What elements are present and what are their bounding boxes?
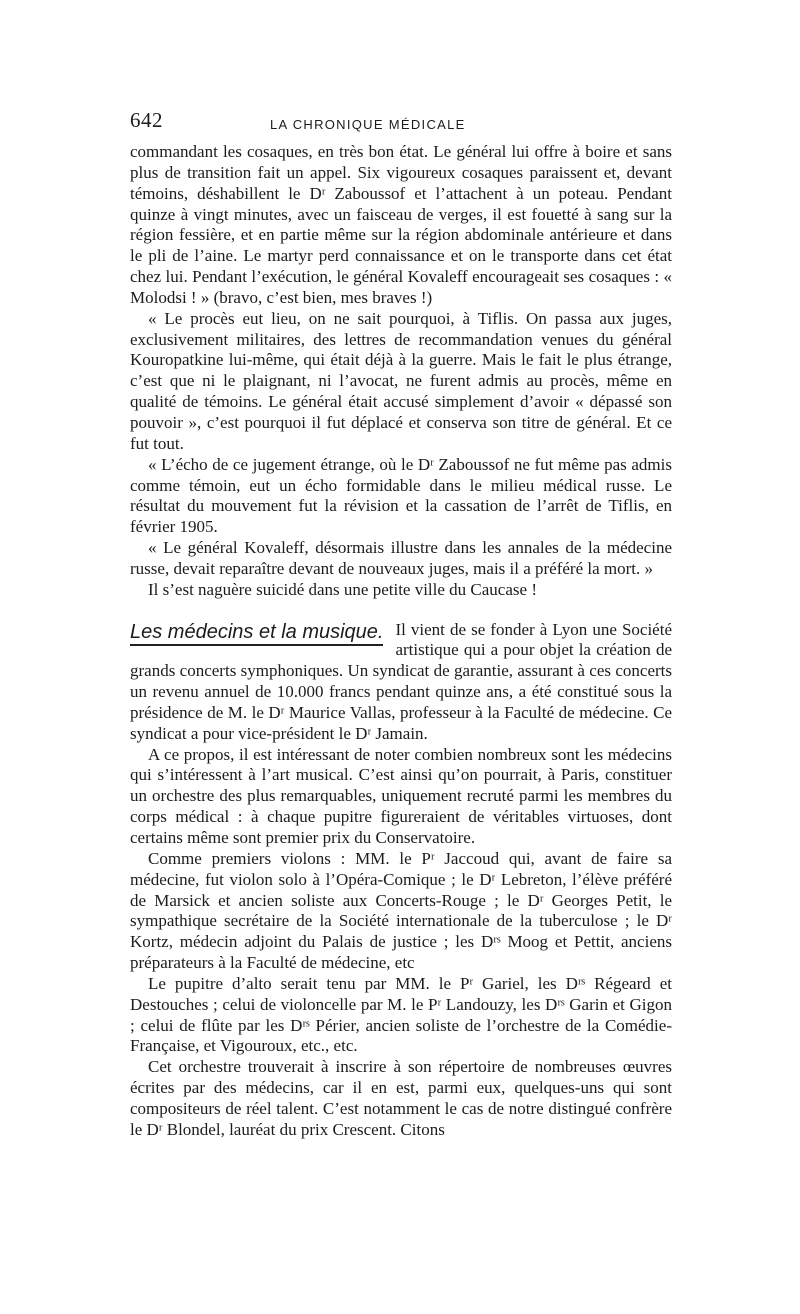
paragraph-kovaleff: « Le général Kovaleff, désormais illustre dans les annales de la médecine russe, devait reparaître devant de nouveaux juges, mais il a préféré la mort. » bbox=[130, 538, 672, 578]
paragraph-alto: Le pupitre d’alto serait tenu par MM. le Pʳ Gariel, les Dʳˢ Régeard et Destouches ; celui de violoncelle par M. le Pʳ Landouzy, les Dʳˢ Garin et Gigon ; celui de flûte par les Dʳˢ Périer, ancien soliste de l’orchestre de la Comédie-Française, et Vigouroux, etc., etc. bbox=[130, 973, 672, 1056]
section-intro: Il vient de se fonder à Lyon une Société artistique qui a pour objet la création de grands concerts symphoniques. Un syndicat de garantie, assurant à ces concerts un revenu annuel de 10.000 francs pendant quinze ans, a été constitué sous la présidence de M. le Dʳ Maurice Vallas, professeur à la Faculté de médecine. Ce syndicat a pour vice-président le Dʳ Jamain. bbox=[130, 619, 672, 743]
paragraph-violons: Comme premiers violons : MM. le Pʳ Jaccoud qui, avant de faire sa médecine, fut violon solo à l’Opéra-Comique ; le Dʳ Lebreton, l’élève préféré de Marsick et ancien soliste aux Concerts-Rouge ; le Dʳ Georges Petit, le sympathique secrétaire de la Société internationale de la tuberculose ; le Dʳ Kortz, médecin adjoint du Palais de justice ; les Dʳˢ Moog et Pettit, anciens préparateurs à la Faculté de médecine, etc bbox=[130, 848, 672, 973]
page-header bbox=[130, 108, 672, 136]
page bbox=[130, 108, 672, 1141]
paragraph-orchestre: A ce propos, il est intéressant de noter combien nombreux sont les médecins qui s’intéressent à l’art musical. C’est ainsi qu’on pourrait, à Paris, constituer un orchestre des plus remarquables, uniquement recruté parmi les membres du corps médical : à chaque pupitre figureraient de véritables virtuoses, dont certains même sont premier prix du Conservatoire. bbox=[130, 744, 672, 847]
running-title: LA CHRONIQUE MÉDICALE bbox=[270, 117, 466, 132]
paragraph-repertoire: Cet orchestre trouverait à inscrire à son répertoire de nombreuses œuvres écrites par des médecins, car il en est, parmi eux, quelques-uns qui sont compositeurs de réel talent. C’est notamment le cas de notre distingué confrère le Dʳ Blondel, lauréat du prix Crescent. Citons bbox=[130, 1057, 672, 1139]
page-number: 642 bbox=[130, 108, 163, 132]
paragraph-echo: « L’écho de ce jugement étrange, où le Dʳ Zaboussof ne fut même pas admis comme témoin, eut un écho formidable dans le milieu médical russe. Le résultat du mouvement fut la révision et la cassation de l’arrêt de Tiflis, en février 1905. bbox=[130, 454, 672, 537]
section-intro-paragraph bbox=[130, 620, 672, 745]
paragraph-suicide: Il s’est naguère suicidé dans une petite ville du Caucase ! bbox=[148, 579, 537, 599]
paragraph-proces: « Le procès eut lieu, on ne sait pourquoi, à Tiflis. On passa aux juges, exclusivement militaires, des lettres de recommandation venues du général Kouropatkine lui-même, qui était déjà à la guerre. Mais le fait le plus étrange, c’est que ni le plaignant, ni l’avocat, ne furent admis au procès, même en qualité de témoins. Le général était accusé simplement d’avoir « dépassé son pouvoir », c’est pourquoi il fut déplacé et conserva son titre de général. Et ce fut tout. bbox=[130, 308, 672, 453]
paragraph-continued: commandant les cosaques, en très bon état. Le général lui offre à boire et sans plus de transition fait un appel. Six vigoureux cosaques paraissent et, devant témoins, déshabillent le Dʳ Zaboussof et l’attachent à un poteau. Pendant quinze à vingt minutes, avec un faisceau de verges, il est fouetté à sang sur la région fessière, et en partie même sur la région abdominale antérieure et dans le pli de l’aine. Le martyr perd connaissance et on le transporte dans cet état chez lui. Pendant l’exécution, le général Kovaleff encourageait ses cosaques : « Molodsi ! » (bravo, c’est bien, mes braves !) bbox=[130, 142, 672, 307]
section-medecins-musique bbox=[130, 620, 672, 1141]
section-title: Les médecins et la musique. bbox=[130, 622, 383, 646]
